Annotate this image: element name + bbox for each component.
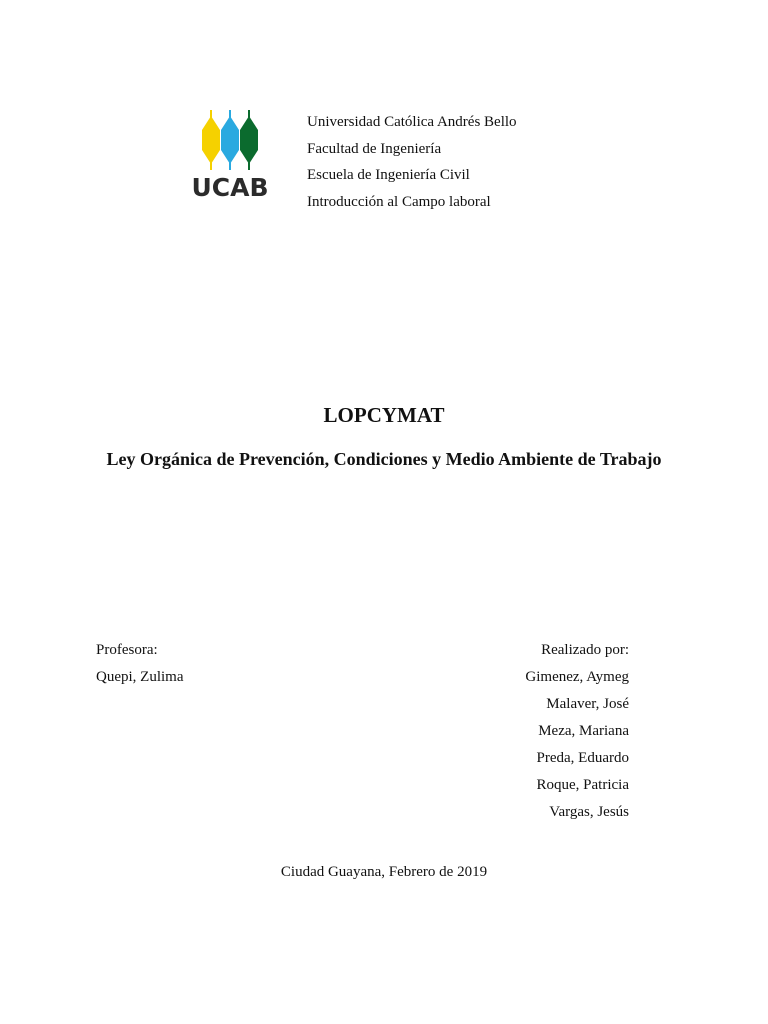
course-name: Introducción al Campo laboral xyxy=(307,194,491,211)
author-name: Gimenez, Aymeg xyxy=(525,669,629,685)
author-name: Roque, Patricia xyxy=(536,777,629,793)
authors-label: Realizado por: xyxy=(541,642,629,658)
place-date: Ciudad Guayana, Febrero de 2019 xyxy=(280,864,488,880)
faculty-name: Facultad de Ingeniería xyxy=(307,140,442,157)
author-name: Malaver, José xyxy=(546,696,629,712)
author-name: Preda, Eduardo xyxy=(536,750,629,766)
professor-name: Quepi, Zulima xyxy=(96,669,184,685)
authors-block xyxy=(525,637,629,826)
professor-block xyxy=(96,637,183,691)
university-name: Universidad Católica Andrés Bello xyxy=(307,114,517,130)
ucab-logo-emblem xyxy=(190,108,270,174)
document-subtitle: Ley Orgánica de Prevención, Condiciones y Medio Ambiente de Trabajo xyxy=(106,449,662,469)
author-name: Meza, Mariana xyxy=(538,723,629,739)
document-title: LOPCYMAT xyxy=(323,403,445,427)
logo-wordmark: UCAB xyxy=(191,173,269,202)
school-name: Escuela de Ingeniería Civil xyxy=(307,167,470,184)
institution-header xyxy=(307,109,517,216)
professor-label: Profesora: xyxy=(96,642,158,658)
ucab-logo xyxy=(190,108,270,204)
author-name: Vargas, Jesús xyxy=(549,804,629,820)
